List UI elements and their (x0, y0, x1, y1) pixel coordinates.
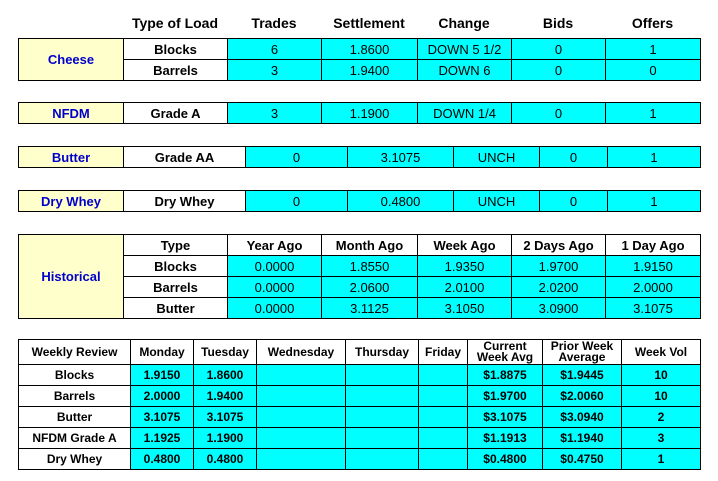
butter-title: Butter (19, 147, 124, 168)
weekly-cell (419, 365, 468, 386)
header-offers: Offers (631, 15, 674, 31)
nfdm-settlement: 1.1900 (322, 103, 418, 124)
table-row (19, 365, 701, 386)
historical-type: Barrels (124, 277, 228, 298)
historical-cell: 3.1125 (322, 298, 418, 319)
weekly-cell (257, 449, 346, 470)
historical-header-week-ago: Week Ago (418, 235, 512, 256)
historical-cell: 3.0900 (512, 298, 606, 319)
weekly-header-tuesday: Tuesday (194, 340, 257, 365)
historical-header-1-day-ago: 1 Day Ago (606, 235, 701, 256)
historical-header-year-ago: Year Ago (228, 235, 322, 256)
weekly-cell (257, 407, 346, 428)
weekly-cell: 1.9150 (131, 365, 194, 386)
weekly-review-table (18, 339, 701, 470)
historical-cell: 0.0000 (228, 298, 322, 319)
historical-cell: 1.9350 (418, 256, 512, 277)
cheese-title: Cheese (19, 39, 124, 81)
weekly-row-label: Blocks (19, 365, 131, 386)
dry-whey-table (18, 190, 701, 212)
butter-table (18, 146, 701, 168)
butter-load: Grade AA (124, 147, 246, 168)
weekly-cell: $1.9700 (468, 386, 543, 407)
weekly-cell: $0.4800 (468, 449, 543, 470)
table-row (19, 428, 701, 449)
table-row (19, 191, 701, 212)
weekly-cell (257, 428, 346, 449)
historical-cell: 2.0100 (418, 277, 512, 298)
weekly-cell (257, 365, 346, 386)
historical-cell: 3.1050 (418, 298, 512, 319)
weekly-row-label: Butter (19, 407, 131, 428)
historical-cell: 2.0600 (322, 277, 418, 298)
historical-table (18, 234, 701, 319)
weekly-cell: 10 (622, 365, 701, 386)
header-trades: Trades (251, 15, 297, 31)
weekly-cell (419, 449, 468, 470)
weekly-cell: 10 (622, 386, 701, 407)
historical-type: Butter (124, 298, 228, 319)
table-row (19, 147, 701, 168)
weekly-cell: 1.1900 (194, 428, 257, 449)
dry-whey-title: Dry Whey (19, 191, 124, 212)
butter-trades: 0 (246, 147, 348, 168)
nfdm-trades: 3 (228, 103, 322, 124)
nfdm-offers: 1 (606, 103, 701, 124)
nfdm-change: DOWN 1/4 (418, 103, 512, 124)
weekly-cell (346, 428, 419, 449)
cheese-blocks-change: DOWN 5 1/2 (418, 39, 512, 60)
header-settlement: Settlement (333, 15, 405, 31)
table-row (19, 39, 701, 60)
weekly-cell: 2 (622, 407, 701, 428)
weekly-cell (346, 365, 419, 386)
nfdm-bids: 0 (512, 103, 606, 124)
weekly-row-label: NFDM Grade A (19, 428, 131, 449)
dry-whey-offers: 1 (608, 191, 701, 212)
weekly-cell (346, 386, 419, 407)
cheese-blocks-settlement: 1.8600 (322, 39, 418, 60)
weekly-cell: $1.1913 (468, 428, 543, 449)
cheese-blocks-bids: 0 (512, 39, 606, 60)
dry-whey-trades: 0 (246, 191, 348, 212)
historical-header-month-ago: Month Ago (322, 235, 418, 256)
cheese-barrels-trades: 3 (228, 60, 322, 81)
weekly-header-review: Weekly Review (19, 340, 131, 365)
weekly-cell (419, 407, 468, 428)
market-header (18, 12, 700, 34)
weekly-header-current-week-avg: Current Week Avg (468, 340, 543, 365)
dry-whey-change: UNCH (454, 191, 540, 212)
weekly-cell: 2.0000 (131, 386, 194, 407)
historical-cell: 0.0000 (228, 256, 322, 277)
header-change: Change (438, 15, 490, 31)
historical-cell: 2.0200 (512, 277, 606, 298)
weekly-cell (419, 386, 468, 407)
butter-offers: 1 (608, 147, 701, 168)
historical-cell: 1.8550 (322, 256, 418, 277)
weekly-cell: 1.8600 (194, 365, 257, 386)
weekly-cell: 1.1925 (131, 428, 194, 449)
weekly-header-monday: Monday (131, 340, 194, 365)
historical-header-2-days-ago: 2 Days Ago (512, 235, 606, 256)
weekly-cell: 0.4800 (131, 449, 194, 470)
historical-type: Blocks (124, 256, 228, 277)
header-type-of-load: Type of Load (131, 15, 219, 31)
weekly-cell: $0.4750 (543, 449, 622, 470)
historical-title: Historical (19, 235, 124, 319)
nfdm-table (18, 102, 701, 124)
cheese-barrels-bids: 0 (512, 60, 606, 81)
table-row (19, 235, 701, 256)
header-spacer (18, 12, 123, 34)
dry-whey-bids: 0 (540, 191, 608, 212)
cheese-barrels-change: DOWN 6 (418, 60, 512, 81)
table-row (19, 103, 701, 124)
table-row (19, 340, 701, 365)
cheese-barrels-load: Barrels (124, 60, 228, 81)
weekly-cell: 3 (622, 428, 701, 449)
header-bids: Bids (542, 15, 574, 31)
cheese-barrels-settlement: 1.9400 (322, 60, 418, 81)
historical-cell: 1.9150 (606, 256, 701, 277)
historical-cell: 1.9700 (512, 256, 606, 277)
weekly-header-thursday: Thursday (346, 340, 419, 365)
weekly-cell: 3.1075 (131, 407, 194, 428)
weekly-cell: $1.1940 (543, 428, 622, 449)
weekly-cell (419, 428, 468, 449)
weekly-cell: $1.9445 (543, 365, 622, 386)
table-row (19, 407, 701, 428)
historical-header-type: Type (124, 235, 228, 256)
cheese-blocks-load: Blocks (124, 39, 228, 60)
weekly-cell (346, 407, 419, 428)
weekly-cell: $3.1075 (468, 407, 543, 428)
cheese-barrels-offers: 0 (606, 60, 701, 81)
weekly-header-week-vol: Week Vol (622, 340, 701, 365)
weekly-cell: $3.0940 (543, 407, 622, 428)
weekly-cell: $2.0060 (543, 386, 622, 407)
butter-settlement: 3.1075 (348, 147, 454, 168)
historical-cell: 2.0000 (606, 277, 701, 298)
butter-bids: 0 (540, 147, 608, 168)
weekly-row-label: Barrels (19, 386, 131, 407)
weekly-cell (346, 449, 419, 470)
table-row (19, 386, 701, 407)
dry-whey-settlement: 0.4800 (348, 191, 454, 212)
historical-cell: 3.1075 (606, 298, 701, 319)
weekly-header-friday: Friday (419, 340, 468, 365)
weekly-header-prior-week-average: Prior Week Average (543, 340, 622, 365)
cheese-blocks-trades: 6 (228, 39, 322, 60)
weekly-cell: 0.4800 (194, 449, 257, 470)
weekly-cell: 3.1075 (194, 407, 257, 428)
weekly-cell: $1.8875 (468, 365, 543, 386)
historical-cell: 0.0000 (228, 277, 322, 298)
nfdm-load: Grade A (124, 103, 228, 124)
table-row (19, 449, 701, 470)
weekly-header-wednesday: Wednesday (257, 340, 346, 365)
weekly-cell: 1.9400 (194, 386, 257, 407)
weekly-row-label: Dry Whey (19, 449, 131, 470)
nfdm-title: NFDM (19, 103, 124, 124)
weekly-cell (257, 386, 346, 407)
weekly-cell: 1 (622, 449, 701, 470)
cheese-blocks-offers: 1 (606, 39, 701, 60)
cheese-table (18, 38, 701, 81)
dry-whey-load: Dry Whey (124, 191, 246, 212)
butter-change: UNCH (454, 147, 540, 168)
